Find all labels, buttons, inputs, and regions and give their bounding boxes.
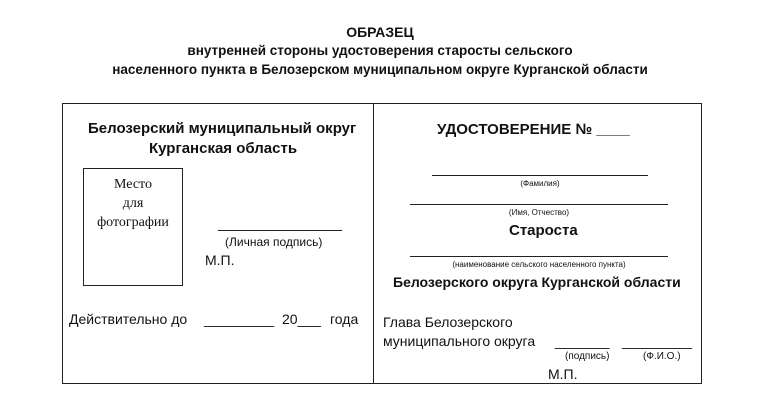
settlement-line xyxy=(410,256,668,257)
photo-placeholder xyxy=(83,168,183,286)
role-title: Староста xyxy=(509,222,578,239)
district-name: Белозерского округа Курганской области xyxy=(393,274,681,290)
surname-line xyxy=(432,175,648,176)
head-fio-caption: (Ф.И.О.) xyxy=(643,351,681,362)
stamp-left: М.П. xyxy=(205,252,235,268)
document-subtitle-line2: населенного пункта в Белозерском муниципальном округе Курганской области xyxy=(112,62,648,77)
name-line xyxy=(410,204,668,205)
signature-line xyxy=(218,230,342,231)
valid-until-year: 20___ xyxy=(282,311,321,327)
document-subtitle-line1: внутренней стороны удостоверения старосты сельского xyxy=(187,43,573,58)
name-caption: (Имя, Отчество) xyxy=(508,208,570,217)
photo-label-line2: для xyxy=(122,196,144,211)
certificate-number-title: УДОСТОВЕРЕНИЕ № ____ xyxy=(437,121,630,138)
org-name-line2: Курганская область xyxy=(149,140,298,157)
surname-caption: (Фамилия) xyxy=(520,179,560,188)
head-signature-blank: _______ xyxy=(555,333,610,349)
signature-caption: (Личная подпись) xyxy=(225,235,323,249)
valid-until-label: Действительно до xyxy=(69,311,188,327)
photo-label-line1: Место xyxy=(114,177,152,192)
head-title-line2: муниципального округа xyxy=(383,333,536,349)
document-title: ОБРАЗЕЦ xyxy=(346,24,414,40)
valid-until-date-blank: _________ xyxy=(204,311,275,327)
stamp-right: М.П. xyxy=(548,366,578,382)
card-divider xyxy=(373,103,374,384)
valid-until-suffix: года xyxy=(330,311,359,327)
head-fio-blank: _________ xyxy=(622,333,693,349)
org-name-line1: Белозерский муниципальный округ xyxy=(88,120,357,137)
settlement-caption: (наименование сельского населенного пункта) xyxy=(452,260,626,269)
head-title-line1: Глава Белозерского xyxy=(383,314,513,330)
head-signature-caption: (подпись) xyxy=(565,351,610,362)
photo-label-line3: фотографии xyxy=(97,215,169,230)
